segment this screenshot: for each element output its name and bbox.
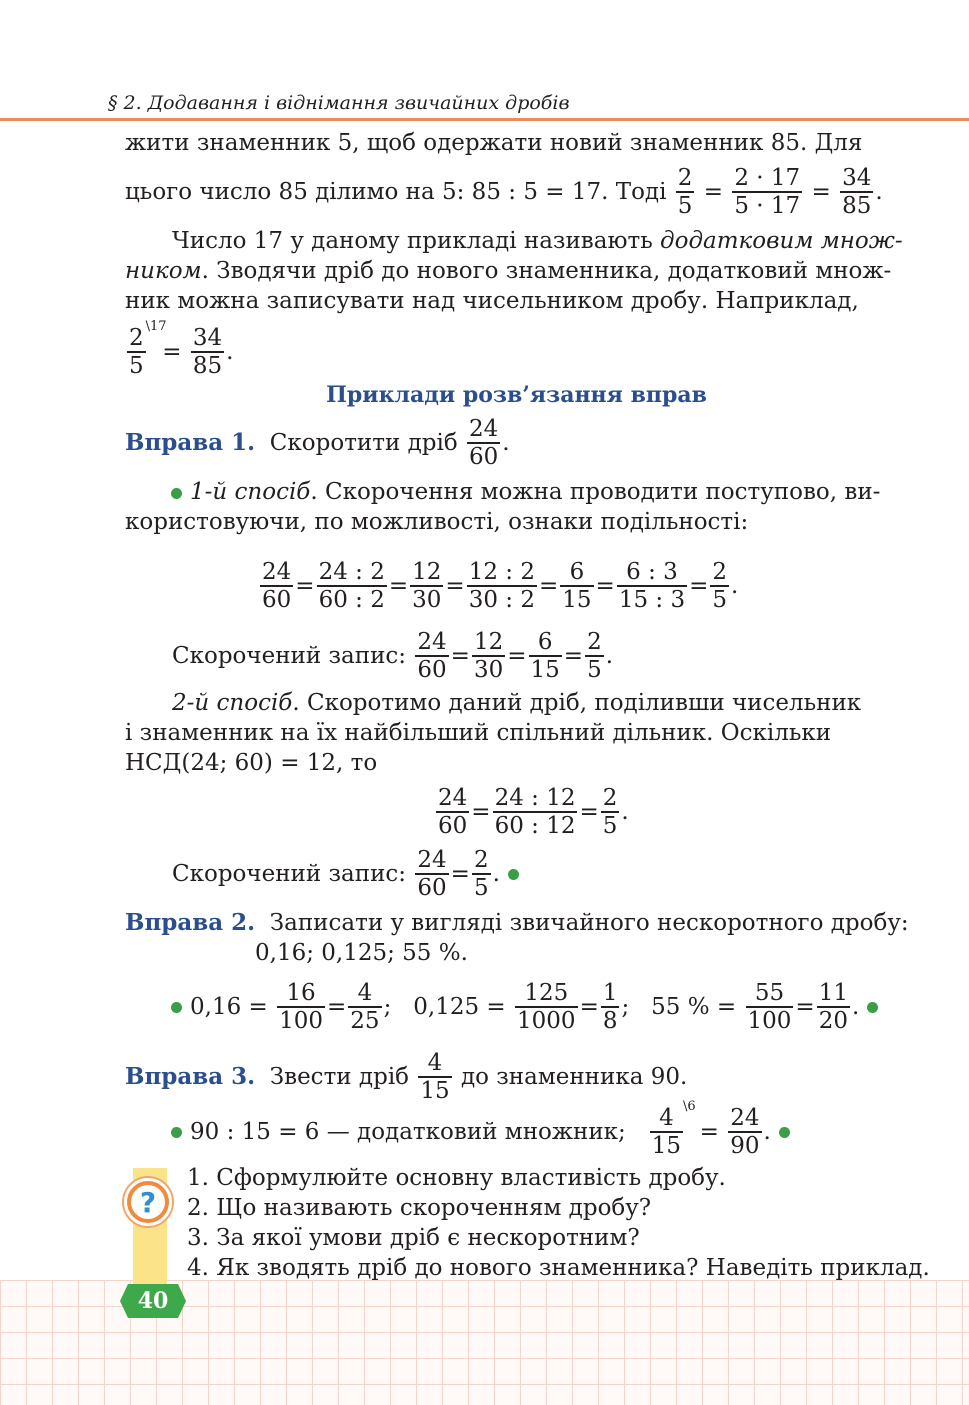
bullet-icon [171, 1127, 182, 1138]
ex1-short: Скорочений запис: $\frac{24}{60}$ = $\frac{12}{30}$ = $\frac{6}{15}$ = $\frac{2}{5}$ . [172, 628, 614, 683]
fraction: $\frac{4}{25}$ [350, 979, 380, 1034]
fraction: $\frac{34}{85}$ [192, 324, 223, 379]
p1-line1 [125, 128, 907, 158]
end-bullet-icon [779, 1127, 790, 1138]
end-bullet-icon [508, 869, 519, 880]
exercise-text: до знаменника 90. [460, 1064, 688, 1090]
method-text: . Скорочення можна проводити поступово, ви- [310, 479, 881, 505]
fraction-with-multiplier: 4 15 \6 [651, 1098, 696, 1159]
fraction: $\frac{24}{60}$ [438, 784, 468, 839]
fraction: $\frac{12 : 2}{30 : 2}$ [468, 558, 535, 613]
fraction: $\frac{24}{60}$ [417, 628, 447, 683]
question-mark-icon [124, 1178, 172, 1226]
question-glyph: ? [131, 1185, 165, 1219]
ex1-way2-line1 [172, 688, 907, 718]
fraction: $\frac{1}{8}$ [602, 979, 618, 1034]
method-text: . Скоротимо даний дріб, поділивши чисельник [292, 690, 862, 716]
ex1-way2-line2 [125, 718, 907, 748]
p2-line2 [125, 256, 891, 286]
fraction: $\frac{6}{15}$ [530, 628, 560, 683]
ex3-solution: 90 : 15 = 6 — додатковий множник; 4 15 \6 = $\frac{24}{90}$ . [163, 1102, 798, 1162]
fraction: $\frac{6 : 3}{15 : 3}$ [618, 558, 686, 613]
p2-text: ник можна записувати над чисельником дробу. Наприклад, [125, 288, 859, 314]
fraction: $\frac{6}{15}$ [562, 558, 592, 613]
fraction: $\frac{11}{20}$ [818, 979, 848, 1034]
bullet-icon [171, 1002, 182, 1013]
exercise-label: Вправа 3. [125, 1063, 256, 1090]
term-italic: ником [125, 258, 202, 284]
question-4: 4. Як зводять дріб до нового знаменника? Наведіть приклад. [187, 1255, 930, 1281]
page-number [118, 1282, 188, 1320]
fraction: $\frac{4}{15}$ [420, 1049, 450, 1104]
running-header: § 2. Додавання і віднімання звичайних дробів [108, 92, 570, 114]
fraction: $\frac{24 : 12}{60 : 12}$ [494, 784, 576, 839]
page-number-text: 40 [137, 1288, 169, 1314]
expr-text: 0,125 = [413, 994, 506, 1020]
bullet-icon [171, 488, 182, 499]
header-rule [0, 118, 969, 121]
fraction: $\frac{2}{5}$ [677, 164, 693, 219]
fraction: $\frac{16}{100}$ [279, 979, 324, 1034]
ex1-chain: $\frac{24}{60}$ = $\frac{24 : 2}{60 : 2}$ = $\frac{12}{30}$ = $\frac{12 : 2}{30 : 2}$ = $\frac{6}{15}$ = $\frac{6 : 3}{15 : 3}$ = $\frac{2}{5}$ . [262, 558, 739, 613]
fraction: $\frac{24}{60}$ [469, 415, 499, 470]
p2-example: 2 5 \17 = $\frac{34}{85}$ . [129, 318, 234, 379]
fraction: $\frac{2}{5}$ [602, 784, 618, 839]
fraction: $\frac{125}{1000}$ [517, 979, 576, 1034]
p1-line2: цього число 85 ділимо на 5: 85 : 5 = 17. Тоді $\frac{2}{5}$ = $\frac{2 \cdot 17}{5 \cdot 17}$ = $\frac{34}{85}$ . [125, 164, 883, 219]
question-3: 3. За якої умови дріб є нескоротним? [187, 1225, 640, 1251]
p1-line2-text: цього число 85 ділимо на 5: 85 : 5 = 17. Тоді [125, 179, 667, 205]
exercise-text: Записати у вигляді звичайного нескоротного дробу: [269, 910, 909, 936]
method-label: 1-й спосіб [190, 479, 311, 505]
p2-line1 [172, 226, 903, 256]
fraction: $\frac{2}{5}$ [473, 846, 489, 901]
ex1-task: Вправа 1. Скоротити дріб $\frac{24}{60}$ . [125, 415, 510, 470]
p1-line1-text: жити знаменник 5, щоб одержати новий знаменник 85. Для [125, 130, 863, 156]
fraction: $\frac{24 : 2}{60 : 2}$ [318, 558, 385, 613]
expr-text: 55 % = [651, 994, 737, 1020]
fraction: $\frac{55}{100}$ [747, 979, 792, 1034]
question-1: 1. Сформулюйте основну властивість дробу. [187, 1165, 726, 1191]
fraction-with-multiplier: 2 5 \17 [129, 318, 167, 379]
ex1-chain2: $\frac{24}{60}$ = $\frac{24 : 12}{60 : 12}$ = $\frac{2}{5}$ . [438, 784, 629, 839]
solution-text: 90 : 15 = 6 — додатковий множник; [190, 1119, 626, 1145]
exercise-text: Звести дріб [269, 1064, 410, 1090]
fraction: $\frac{12}{30}$ [412, 558, 442, 613]
exercise-label: Вправа 1. [125, 429, 256, 456]
p2-line3 [125, 286, 907, 316]
ex3-task [125, 1047, 687, 1107]
method-label: 2-й спосіб [172, 690, 293, 716]
p2-text: Число 17 у даному прикладі називають [172, 228, 661, 254]
section-title: Приклади розв’язання вправ [326, 382, 707, 408]
ex2-task [125, 908, 909, 938]
fraction: $\frac{2}{5}$ [712, 558, 728, 613]
ex2-values: 0,16; 0,125; 55 %. [255, 940, 468, 966]
question-2: 2. Що називають скороченням дробу? [187, 1195, 652, 1221]
ex1-short2: Скорочений запис: $\frac{24}{60}$ = $\frac{2}{5}$ . [172, 844, 527, 904]
term-italic: додатковим множ- [660, 228, 903, 254]
ex1-way1-line2: користовуючи, по можливості, ознаки подільності: [125, 509, 749, 535]
expr-text: 0,16 = [190, 994, 268, 1020]
fraction: $\frac{2}{5}$ [587, 628, 602, 683]
p2-text: . Зводячи дріб до нового знаменника, додатковий множ- [201, 258, 892, 284]
ex2-solution: 0,16 = $\frac{16}{100}$ = $\frac{4}{25}$ ; 0,125 = $\frac{125}{1000}$ = $\frac{1}{8}$ ; 55 % = $\frac{55}{100}$ = $\frac{11}{20}$ . [163, 977, 886, 1037]
short-label: Скорочений запис: [172, 861, 407, 887]
ex1-way1-line1 [163, 477, 880, 507]
exercise-label: Вправа 2. [125, 909, 256, 936]
fraction: $\frac{24}{60}$ [262, 558, 292, 613]
fraction: $\frac{34}{85}$ [842, 164, 872, 219]
fraction: $\frac{12}{30}$ [473, 628, 504, 683]
end-bullet-icon [867, 1002, 878, 1013]
exercise-text: Скоротити дріб [269, 430, 458, 456]
fraction: $\frac{2 \cdot 17}{5 \cdot 17}$ [734, 164, 801, 219]
fraction: $\frac{24}{60}$ [417, 846, 447, 901]
ex1-way2-line3: НСД(24; 60) = 12, то [125, 750, 378, 776]
fraction: $\frac{24}{90}$ [730, 1104, 760, 1159]
short-label: Скорочений запис: [172, 643, 407, 669]
method-text: і знаменник на їх найбільший спільний дільник. Оскільки [125, 720, 832, 746]
